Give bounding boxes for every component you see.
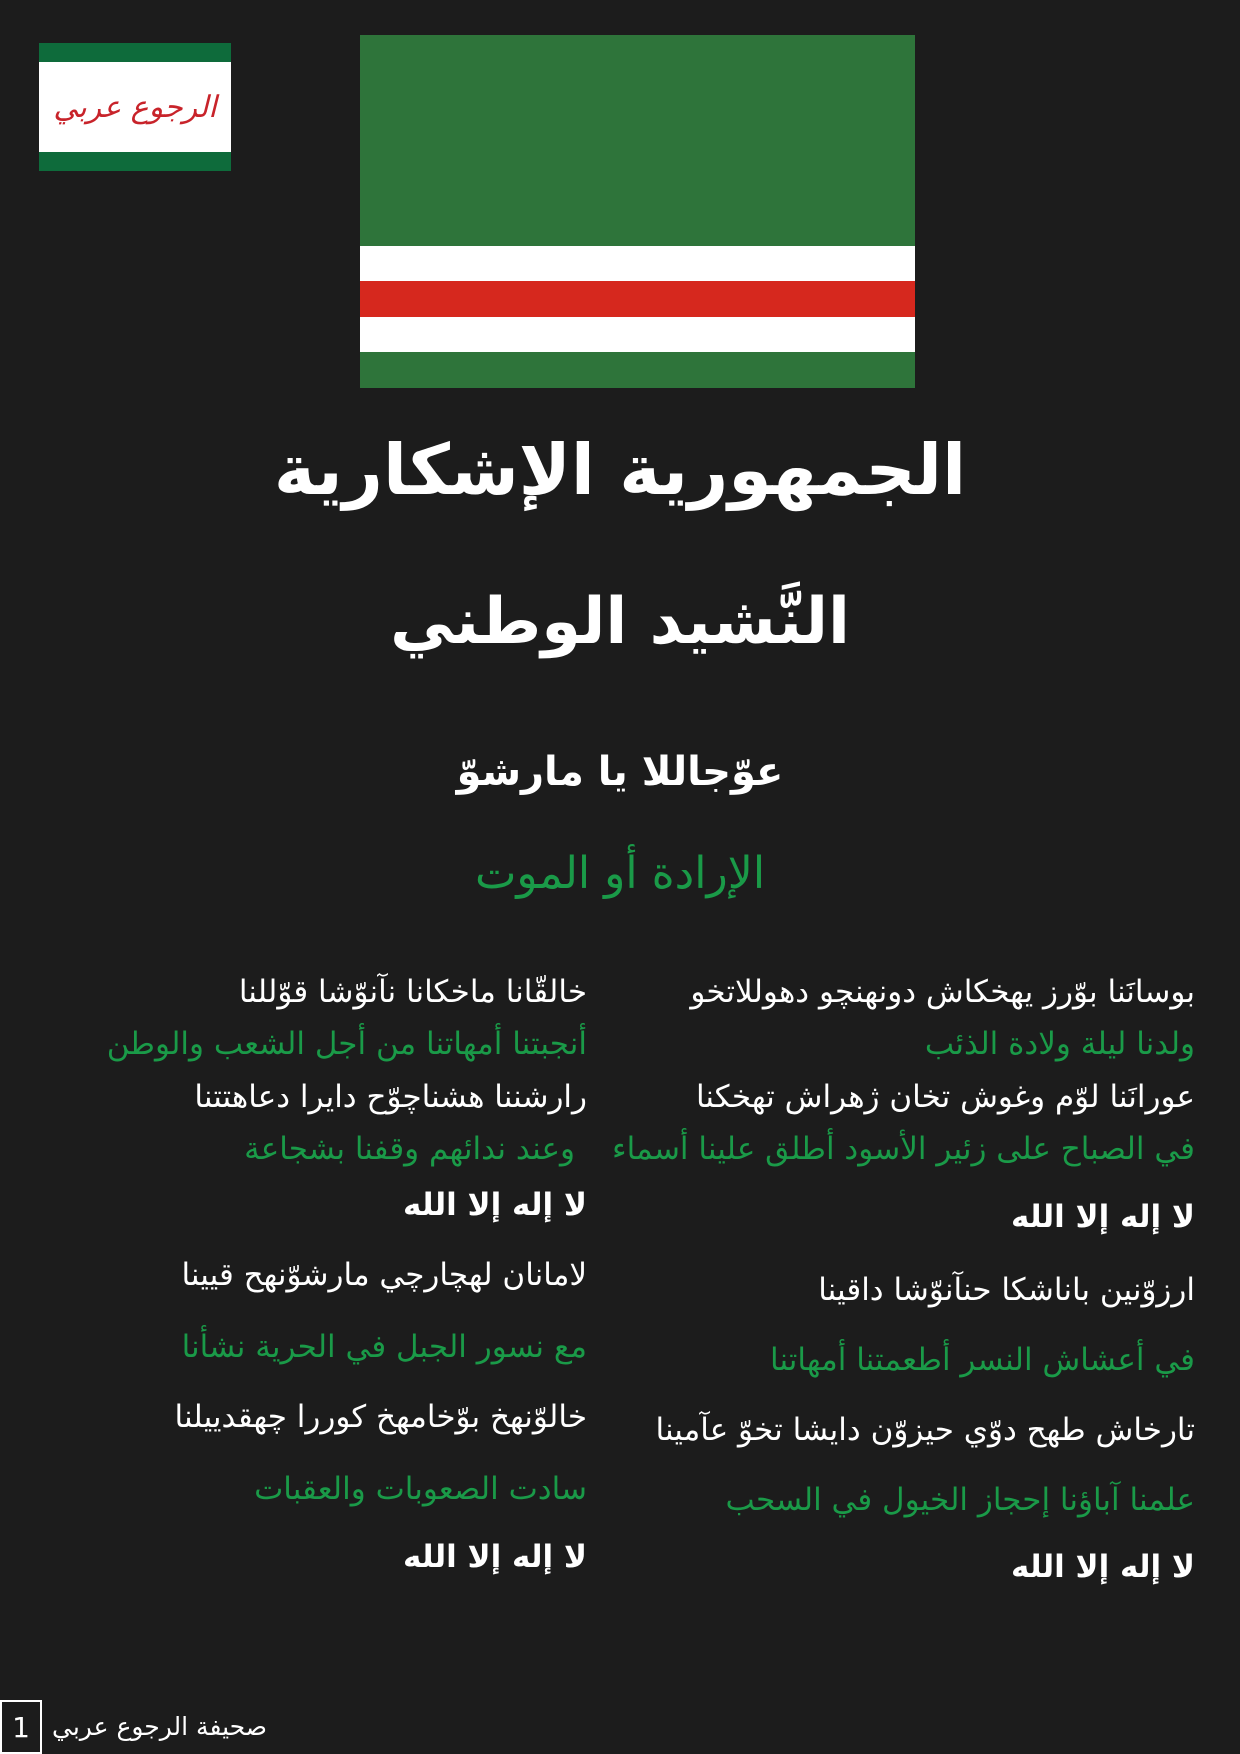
verse-line: بوسانَنا بوّرز يهخكاش دونهنچو دهوللاتخو — [690, 974, 1195, 1010]
verse-line: خالوّنهخ بوّخامهخ كوررا چهقدييلنا — [174, 1399, 587, 1435]
page-footer — [0, 1700, 268, 1754]
flag-green-top-stripe — [360, 35, 915, 246]
verse-line: ارزوّنين باناشكا حنآنوّشا داقينا — [818, 1272, 1195, 1308]
ichkeria-flag — [360, 35, 915, 388]
verse-translation: سادت الصعوبات والعقبات — [254, 1471, 587, 1507]
flag-white-stripe-1 — [360, 246, 915, 281]
verse-translation: مع نسور الجبل في الحرية نشأنا — [181, 1329, 587, 1365]
page-title: الجمهورية الإشكارية — [273, 429, 967, 511]
verse-line: تارخاش طهح دوّي حيزوّن دايشا تخوّ عآمينا — [655, 1412, 1195, 1448]
refrain-line: لا إله إلا الله — [1011, 1549, 1195, 1585]
flag-green-bottom-stripe — [360, 352, 915, 388]
page-subtitle: النَّشيد الوطني — [390, 585, 850, 659]
verse-line: عورانَنا لوّم وغوش تخان ژهراش تهخكنا — [695, 1079, 1195, 1115]
verse-translation: في أعشاش النسر أطعمتنا أمهاتنا — [770, 1342, 1195, 1378]
verse-translation: وعند ندائهم وقفنا بشجاعة — [244, 1131, 575, 1167]
logo-text-area — [39, 62, 231, 152]
flag-red-stripe — [360, 281, 915, 317]
verse-translation: علمنا آباؤنا إحجاز الخيول في السحب — [725, 1482, 1195, 1518]
publication-logo — [39, 43, 231, 171]
verse-translation: في الصباح على زئير الأسود أطلق علينا أسماء — [612, 1131, 1195, 1167]
verse-translation: أنجبتنا أمهاتنا من أجل الشعب والوطن — [106, 1026, 587, 1062]
logo-text: الرجوع عربي — [53, 89, 217, 125]
anthem-chechen-title: عوّجاللا يا مارشوّ — [456, 749, 784, 795]
verse-line: خالقّانا ماخكانا نآنوّشا قوّللنا — [238, 974, 587, 1010]
refrain-line: لا إله إلا الله — [403, 1539, 587, 1575]
refrain-line: لا إله إلا الله — [403, 1187, 587, 1223]
verse-line: لامانان لهچارچي مارشوّنهح قيينا — [181, 1257, 587, 1293]
refrain-line: لا إله إلا الله — [1011, 1199, 1195, 1235]
logo-top-band — [39, 43, 231, 62]
anthem-motto: الإرادة أو الموت — [474, 848, 766, 899]
logo-bottom-band — [39, 152, 231, 171]
footer-publication-name: صحيفة الرجوع عربي — [52, 1712, 268, 1741]
verse-line: رارشننا هشناچوّح دايرا دعاهتتنا — [194, 1079, 587, 1115]
verse-translation: ولدنا ليلة ولادة الذئب — [924, 1026, 1195, 1062]
flag-white-stripe-2 — [360, 317, 915, 352]
page-number: 1 — [0, 1700, 42, 1754]
